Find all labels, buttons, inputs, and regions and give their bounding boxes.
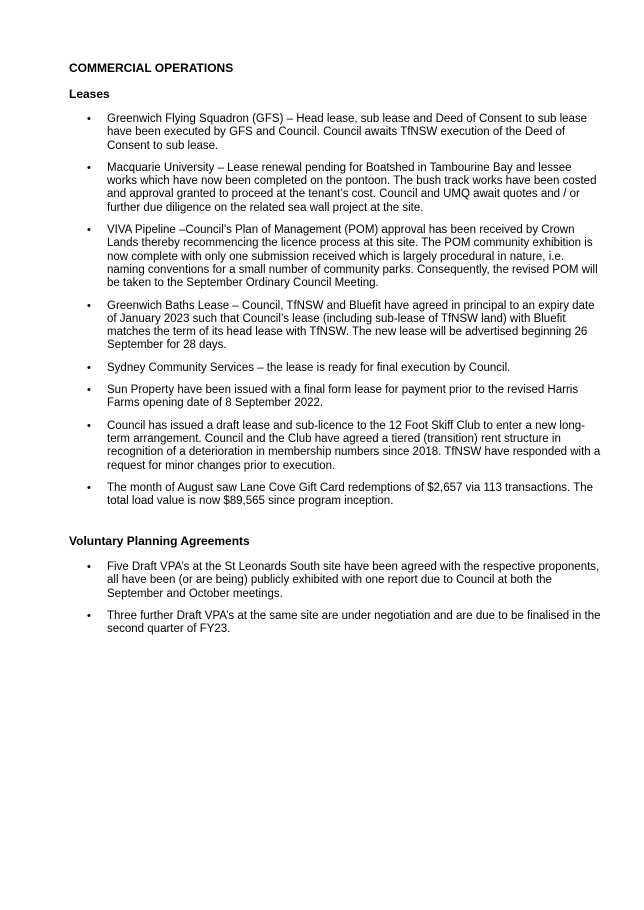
list-item-text: Sydney Community Services – the lease is ready for final execution by Council. [107,361,511,374]
bullet-icon: • [87,361,91,374]
list-item [0,362,602,375]
list-item-text: Council has issued a draft lease and sub-licence to the 12 Foot Skiff Club to enter a new long-term arrangement. Council and the Club have agreed a tiered (transition) rent structure in recognition of a deterioration in membership numbers since 2018. TfNSW have responded with a request for minor changes prior to execution. [107,419,601,472]
list-item-text: The month of August saw Lane Cove Gift Card redemptions of $2,657 via 113 transactions. The total load value is now $89,565 since program inception. [107,481,594,508]
list-item [0,561,602,601]
list-item-text: Macquarie University – Lease renewal pending for Boatshed in Tambourine Bay and lessee works which have now been completed on the pontoon. The bush track works have been costed and approval granted to proceed at the tenant’s cost. Council and UMQ await quotes and / or further due diligence on the related sea wall project at the site. [107,161,597,214]
list-item [0,300,602,353]
list-item [0,162,602,215]
list-item [0,482,602,509]
bullet-icon: • [87,113,91,125]
list-item-text: VIVA Pipeline –Council’s Plan of Management (POM) approval has been received by Crown Lands thereby recommencing the licence process at this site. The POM community exhibition is now complete with only one submission received which is largely procedural in nature, i.e. naming conventions for a small number of community parks. Consequently, the revised POM will be taken to the September Ordinary Council Meeting. [107,224,598,290]
list-item [0,610,602,637]
bullet-icon: • [87,299,91,312]
list-item-text: Three further Draft VPA’s at the same site are under negotiation and are due to be finalised in the second quarter of FY23. [107,609,601,636]
leases-list [0,113,644,517]
bullet-icon: • [87,384,91,397]
bullet-icon: • [87,419,91,432]
bullet-icon: • [87,561,91,573]
subsection-title-leases: Leases [69,87,110,101]
list-item-text: Greenwich Flying Squadron (GFS) – Head lease, sub lease and Deed of Consent to sub lease have been executed by GFS and Council. Council awaits TfNSW execution of the Deed of Consent to sub lease. [107,113,588,152]
bullet-icon: • [87,161,91,174]
section-title-commercial-operations: COMMERCIAL OPERATIONS [69,61,234,75]
list-item-text: Five Draft VPA’s at the St Leonards South site have been agreed with the respective proponents, all have been (or are being) publicly exhibited with one report due to Council at both the September and October meetings. [107,561,600,600]
bullet-icon: • [87,481,91,494]
bullet-icon: • [87,609,91,622]
vpa-list [0,561,644,645]
list-item [0,420,602,473]
subsection-title-voluntary-planning-agreements: Voluntary Planning Agreements [69,534,250,548]
list-item [0,224,602,290]
list-item [0,384,602,411]
bullet-icon: • [87,224,91,237]
list-item-text: Greenwich Baths Lease – Council, TfNSW and Bluefit have agreed in principal to an expiry date of January 2023 such that Council’s lease (including sub-lease of TfNSW land) with Bluefit matches the term of its head lease with TfNSW. The new lease will be advertised beginning 26 September for 28 days. [107,299,595,352]
list-item-text: Sun Property have been issued with a final form lease for payment prior to the revised Harris Farms opening date of 8 September 2022. [107,384,579,410]
list-item [0,113,602,153]
